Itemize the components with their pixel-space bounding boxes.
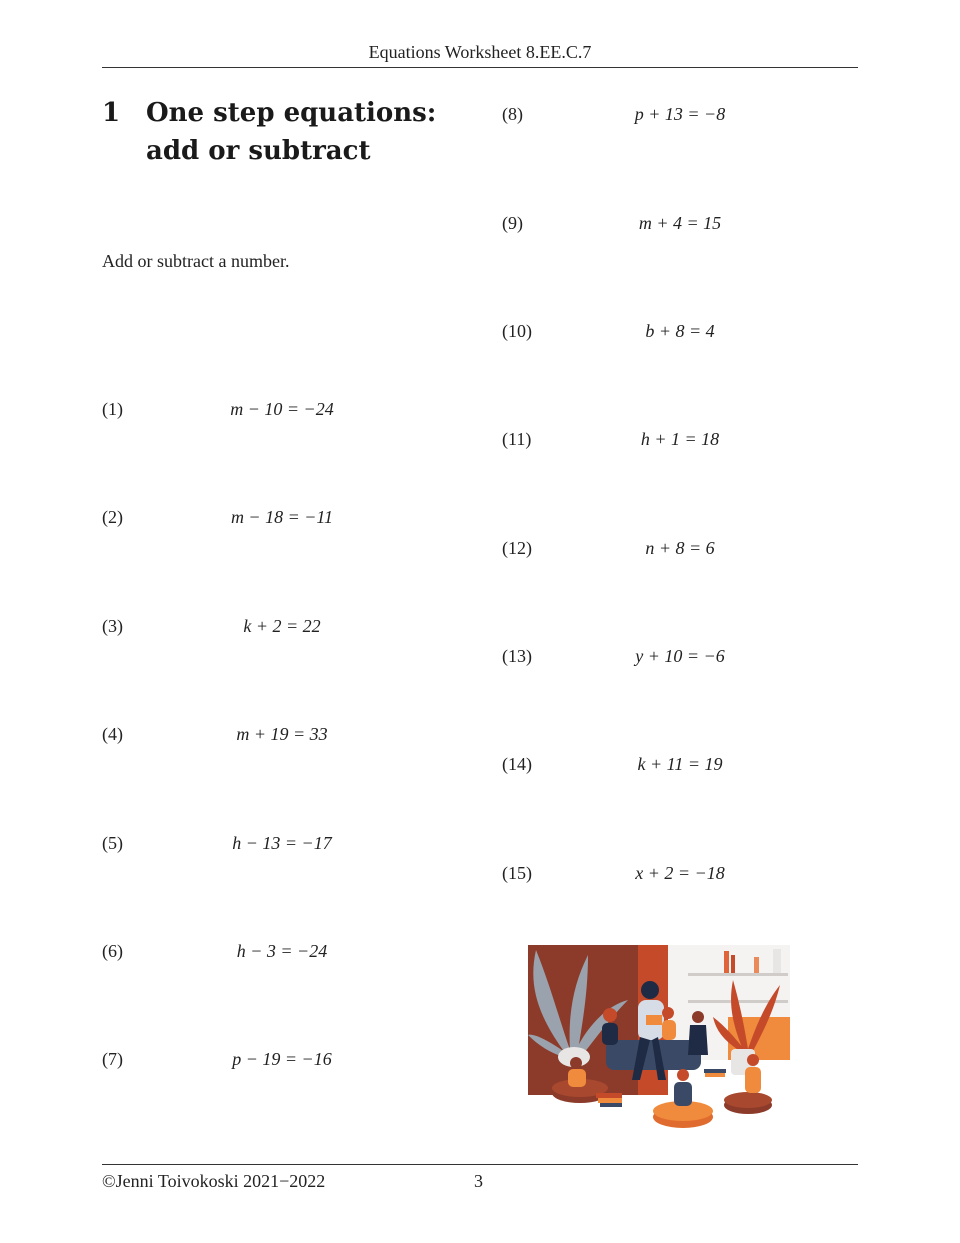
equation: b + 8 = 4 (645, 321, 715, 341)
equation: y + 10 = −6 (635, 646, 725, 666)
section-title: One step equations: add or subtract (146, 98, 437, 166)
instructions: Add or subtract a number. (102, 251, 290, 271)
header-rule (102, 67, 858, 68)
problem-number: (9) (502, 213, 523, 233)
equation: n + 8 = 6 (645, 538, 715, 558)
problem-number: (6) (102, 941, 123, 961)
problem-number: (10) (502, 321, 532, 341)
problem-number: (5) (102, 833, 123, 853)
problem-number: (14) (502, 754, 532, 774)
equation: h − 13 = −17 (232, 833, 332, 853)
problem-number: (13) (502, 646, 532, 666)
problem-number: (15) (502, 863, 532, 883)
equation: p − 19 = −16 (232, 1049, 332, 1069)
equation: m − 18 = −11 (230, 507, 334, 527)
problem-number: (8) (502, 104, 523, 124)
problem-number: (12) (502, 538, 532, 558)
reading-children-illustration (528, 945, 790, 1138)
problem-number: (2) (102, 507, 123, 527)
equation: x + 2 = −18 (635, 863, 725, 883)
section-heading (102, 94, 472, 170)
equation: k + 11 = 19 (637, 754, 723, 774)
problem-number: (1) (102, 399, 123, 419)
page-header: Equations Worksheet 8.EE.C.7 (368, 42, 592, 62)
equation: h + 1 = 18 (640, 429, 720, 449)
equation: m + 4 = 15 (638, 213, 722, 233)
section-number: 1 (102, 98, 121, 128)
problem-number: (4) (102, 724, 123, 744)
problem-number: (11) (502, 429, 532, 449)
equation: h − 3 = −24 (236, 941, 328, 961)
equation: k + 2 = 22 (243, 616, 321, 636)
equation: m + 19 = 33 (236, 724, 328, 744)
page-number: 3 (474, 1171, 483, 1191)
footer-copyright: ©Jenni Toivokoski 2021−2022 (102, 1171, 326, 1191)
footer-rule (102, 1164, 858, 1165)
equation: p + 13 = −8 (634, 104, 726, 124)
problem-number: (7) (102, 1049, 123, 1069)
equation: m − 10 = −24 (230, 399, 334, 419)
problem-number: (3) (102, 616, 123, 636)
